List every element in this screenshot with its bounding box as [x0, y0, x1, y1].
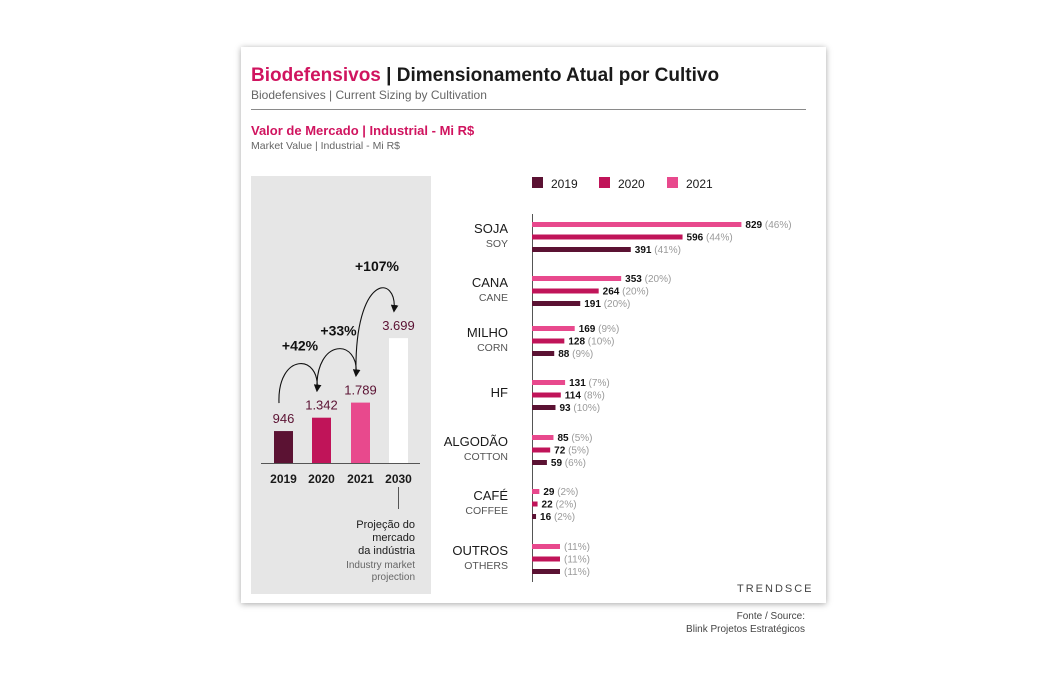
- hbar-value: 169: [578, 324, 599, 335]
- market-bar-2020: [312, 418, 331, 463]
- year-tick-2030: 2030: [385, 472, 412, 486]
- hbar-2021-4: [532, 435, 553, 440]
- hbar-share: (46%): [764, 220, 792, 231]
- projection-note-line: Projeção do: [356, 519, 415, 531]
- hbar-2020-6: [532, 557, 560, 562]
- legend-label-2019: 2019: [551, 177, 578, 191]
- chart-canvas: [241, 47, 826, 603]
- growth-label-0: +42%: [281, 337, 319, 354]
- section-title: Valor de Mercado | Industrial - Mi R$: [251, 123, 475, 138]
- category-label-0: SOJA: [474, 221, 508, 236]
- category-label-2: MILHO: [466, 325, 508, 340]
- hbar-2021-5: [532, 489, 539, 494]
- hbar-label-2019-3: [559, 403, 600, 414]
- year-tick-2020: 2020: [308, 472, 335, 486]
- legend-swatch-2019: [532, 177, 543, 188]
- hbar-value: 72: [554, 445, 569, 457]
- brand-logo: TRENDSCE: [737, 583, 814, 595]
- market-value-label-2030: 3.699: [382, 318, 415, 334]
- hbar-value: 88: [558, 349, 573, 360]
- hbar-value: 264: [602, 286, 623, 298]
- category-label-4: ALGODÃO: [443, 434, 508, 449]
- hbar-label-2019-6: [564, 567, 590, 578]
- hbar-label-2021-3: [569, 378, 610, 389]
- hbar-label-2019-5: [540, 512, 575, 523]
- hbar-share: (8%): [583, 390, 605, 402]
- hbar-2019-6: [532, 569, 560, 574]
- hbar-value: 391: [634, 245, 655, 256]
- category-label-en-0: SOY: [485, 238, 508, 250]
- hbar-share: (5%): [571, 433, 593, 444]
- hbar-2021-1: [532, 276, 621, 281]
- hbar-value: 131: [569, 378, 589, 389]
- category-label-en-4: COTTON: [463, 451, 508, 463]
- market-value-label-2021: 1.789: [344, 382, 377, 398]
- market-bar-2021: [351, 403, 370, 463]
- hbar-value: 596: [686, 232, 707, 244]
- category-label-en-5: COFFEE: [465, 505, 508, 517]
- hbar-label-2021-6: [564, 542, 590, 553]
- category-label-en-6: OTHERS: [464, 560, 508, 572]
- hbar-share: (7%): [588, 378, 610, 389]
- hbar-2019-4: [532, 460, 547, 465]
- market-value-label-2020: 1.342: [305, 397, 338, 413]
- hbar-share: (5%): [568, 445, 590, 457]
- hbar-label-2020-0: [687, 233, 733, 244]
- hbar-label-2020-5: [542, 500, 577, 511]
- hbar-label-2019-2: [558, 349, 593, 360]
- hbar-2019-1: [532, 301, 580, 306]
- hbar-share: (9%): [598, 324, 620, 335]
- hbar-2019-5: [532, 514, 536, 519]
- category-label-6: OUTROS: [452, 543, 508, 558]
- category-label-en-2: CORN: [477, 342, 508, 354]
- hbar-value: 353: [625, 274, 645, 285]
- projection-note-en-line: Industry market: [346, 560, 415, 571]
- year-tick-2019: 2019: [270, 472, 297, 486]
- page-subtitle: Biodefensives | Current Sizing by Cultivation: [251, 88, 487, 102]
- source-name: Blink Projetos Estratégicos: [686, 624, 805, 635]
- category-label-3: HF: [490, 385, 508, 400]
- hbar-share: (11%): [564, 554, 590, 566]
- section-subtitle: Market Value | Industrial - Mi R$: [251, 140, 400, 152]
- hbar-label-2020-4: [554, 446, 589, 457]
- hbar-2020-2: [532, 339, 564, 344]
- market-bar-2030: [389, 338, 408, 463]
- hbar-value: 85: [557, 433, 572, 444]
- hbar-value: 93: [559, 403, 574, 414]
- hbar-share: (10%): [587, 336, 615, 348]
- hbar-2020-1: [532, 289, 599, 294]
- hbar-share: (10%): [573, 403, 601, 414]
- hbar-label-2021-5: [543, 487, 578, 498]
- legend-swatch-2020: [599, 177, 610, 188]
- year-tick-2021: 2021: [347, 472, 374, 486]
- hbar-label-2020-2: [568, 337, 614, 348]
- hbar-label-2021-2: [579, 324, 620, 335]
- hbar-label-2020-3: [565, 391, 605, 402]
- hbar-2020-3: [532, 393, 561, 398]
- hbar-2019-3: [532, 405, 555, 410]
- hbar-value: 59: [550, 458, 565, 469]
- hbar-share: (20%): [622, 286, 649, 298]
- market-value-label-2019: 946: [272, 411, 295, 427]
- hbar-value: 128: [568, 336, 588, 348]
- legend-swatch-2021: [667, 177, 678, 188]
- hbar-share: (2%): [557, 487, 579, 498]
- hbar-label-2021-0: [745, 220, 791, 231]
- hbar-2021-3: [532, 380, 565, 385]
- hbar-share: (41%): [654, 245, 681, 256]
- hbar-2019-0: [532, 247, 631, 252]
- projection-note-line: mercado: [372, 532, 415, 544]
- hbar-value: 29: [543, 487, 558, 498]
- hbar-2020-0: [532, 235, 683, 240]
- hbar-label-2019-0: [635, 245, 681, 256]
- hbar-share: (20%): [603, 299, 631, 310]
- hbar-share: (11%): [564, 567, 590, 578]
- hbar-label-2020-6: [564, 555, 590, 566]
- hbar-share: (9%): [572, 349, 594, 360]
- hbar-2021-0: [532, 222, 741, 227]
- hbar-label-2019-1: [584, 299, 630, 310]
- hbar-value: 16: [540, 512, 554, 523]
- hbar-label-2021-1: [625, 274, 671, 285]
- hbar-2021-2: [532, 326, 575, 331]
- hbar-label-2021-4: [557, 433, 592, 444]
- hbar-2021-6: [532, 544, 560, 549]
- hbar-label-2019-4: [551, 458, 586, 469]
- projection-note-line: da indústria: [358, 545, 415, 557]
- category-label-1: CANA: [471, 275, 508, 290]
- category-label-5: CAFÉ: [473, 488, 508, 503]
- hbar-share: (44%): [706, 232, 733, 244]
- hbar-share: (2%): [553, 512, 576, 523]
- category-label-en-1: CANE: [478, 292, 508, 304]
- hbar-2020-4: [532, 448, 550, 453]
- legend-label-2021: 2021: [686, 177, 713, 191]
- growth-label-1: +33%: [320, 322, 357, 339]
- hbar-share: (20%): [644, 274, 672, 285]
- legend-label-2020: 2020: [618, 177, 645, 191]
- hbar-2020-5: [532, 502, 538, 507]
- hbar-value: 191: [584, 299, 604, 310]
- projection-note-en-line: projection: [371, 572, 415, 583]
- source-note: [640, 610, 805, 636]
- hbar-share: (6%): [564, 458, 586, 469]
- market-bar-2019: [274, 431, 293, 463]
- hbar-label-2020-1: [603, 287, 649, 298]
- title-rest: | Dimensionamento Atual por Cultivo: [380, 65, 720, 86]
- title-accent: Biodefensivos: [251, 65, 381, 86]
- hbar-share: (2%): [555, 499, 577, 511]
- hbar-value: 829: [745, 220, 765, 231]
- chart-card: [241, 47, 826, 603]
- hbar-share: (11%): [564, 542, 590, 553]
- source-label: Fonte / Source:: [736, 611, 805, 622]
- growth-label-2: +107%: [355, 258, 399, 275]
- hbar-value: 114: [564, 390, 584, 402]
- hbar-value: 22: [541, 499, 556, 511]
- hbar-2019-2: [532, 351, 554, 356]
